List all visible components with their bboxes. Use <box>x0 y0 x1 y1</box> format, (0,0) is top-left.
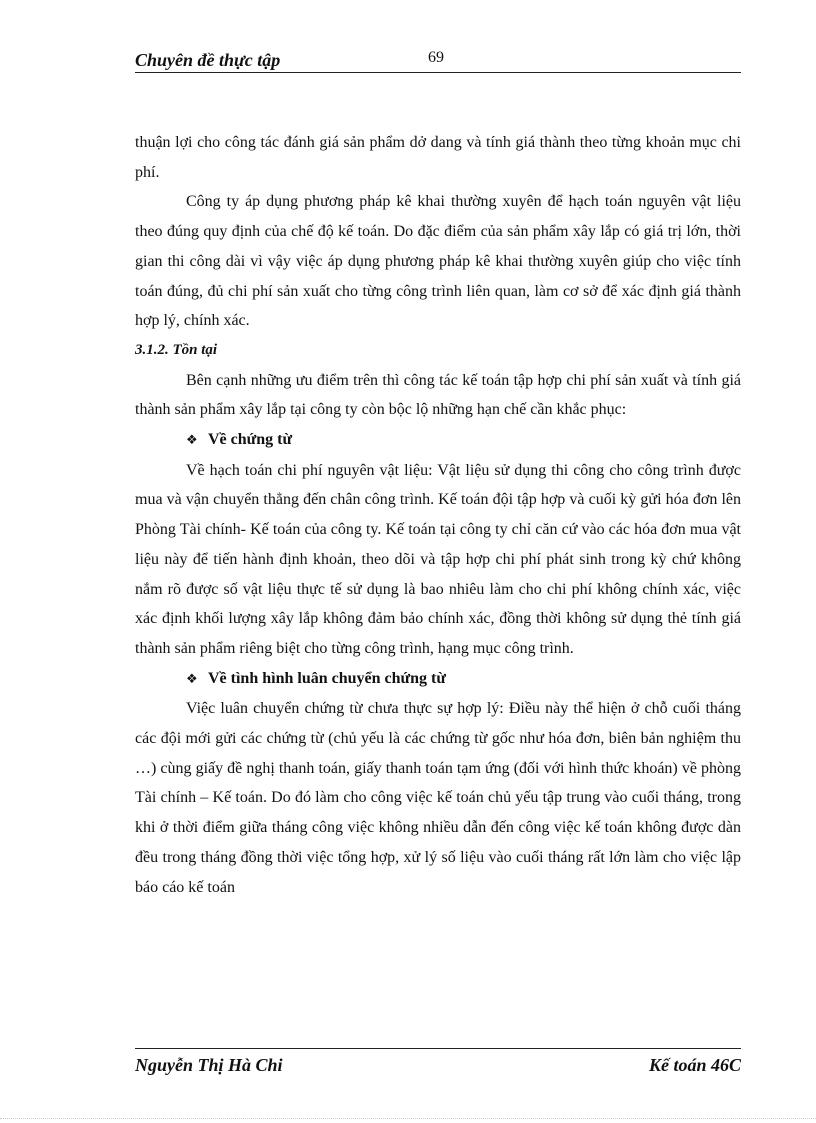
footer-author: Nguyễn Thị Hà Chi <box>135 1055 283 1075</box>
section-heading: 3.1.2. Tồn tại <box>135 341 218 358</box>
paragraph-circulation: Việc luân chuyển chứng từ chưa thực sự hợp lý: Điều này thể hiện ở chỗ cuối tháng các đội mới gửi các chứng từ (chủ yếu là các chứng từ gốc như hóa đơn, biên bản nghiệm thu …) cùng giấy đề nghị thanh toán, giấy thanh toán tạm ứng (đối với hình thức khoán) về phòng Tài chính – Kế toán. Do đó làm cho công việc kế toán chủ yếu tập trung vào cuối tháng, trong khi ở thời điểm giữa tháng công việc không nhiều dẫn đến công việc kế toán không được dàn đều trong tháng đồng thời việc tổng hợp, xử lý số liệu vào cuối tháng rất lớn làm cho việc lập báo cáo kế toán <box>135 700 741 896</box>
header-title: Chuyên đề thực tập <box>135 50 281 70</box>
subheading-documents-label: Về chứng từ <box>208 431 293 449</box>
page-edge-divider <box>0 1118 816 1119</box>
paragraph-documents: Về hạch toán chi phí nguyên vật liệu: Vật liệu sử dụng thi công cho công trình được mua và vận chuyển thẳng đến chân công trình. Kế toán đội tập hợp và cuối kỳ gửi hóa đơn lên Phòng Tài chính- Kế toán của công ty. Kế toán tại công ty chỉ căn cứ vào các hóa đơn mua vật liệu này để tiến hành định khoản, theo dõi và tập hợp chi phí phát sinh trong kỳ chứ không nắm rõ được số vật liệu thực tế sử dụng là bao nhiêu làm cho chi phí không chính xác, việc xác định khối lượng xây lắp không đảm bảo chính xác, đồng thời không sử dụng thẻ tính giá thành sản phẩm riêng biệt cho từng công trình, hạng mục công trình. <box>135 461 741 657</box>
subheading-circulation-label: Về tình hình luân chuyển chứng từ <box>208 669 446 687</box>
subheading-documents <box>135 425 741 456</box>
page-header <box>135 46 741 73</box>
diamond-bullet-icon: ❖ <box>186 671 198 687</box>
paragraph-continuation: thuận lợi cho công tác đánh giá sản phẩm dở dang và tính giá thành theo từng khoản mục chi phí. <box>135 134 741 181</box>
document-body <box>135 128 741 902</box>
footer-class: Kế toán 46C <box>648 1055 741 1075</box>
diamond-bullet-icon: ❖ <box>186 433 198 449</box>
page-footer <box>135 1048 741 1077</box>
page-number: 69 <box>428 49 444 66</box>
paragraph-method: Công ty áp dụng phương pháp kê khai thường xuyên để hạch toán nguyên vật liệu theo đúng quy định của chế độ kế toán. Do đặc điểm của sản phẩm xây lắp có giá trị lớn, thời gian thi công dài vì vậy việc áp dụng phương pháp kê khai thường xuyên giúp cho việc tính toán đúng, đủ chi phí sản xuất cho từng công trình liên quan, làm cơ sở để xác định giá thành hợp lý, chính xác. <box>135 193 741 330</box>
subheading-circulation <box>135 664 741 695</box>
paragraph-limitations: Bên cạnh những ưu điểm trên thì công tác kế toán tập hợp chi phí sản xuất và tính giá thành sản phẩm xây lắp tại công ty còn bộc lộ những hạn chế cần khắc phục: <box>135 371 741 419</box>
